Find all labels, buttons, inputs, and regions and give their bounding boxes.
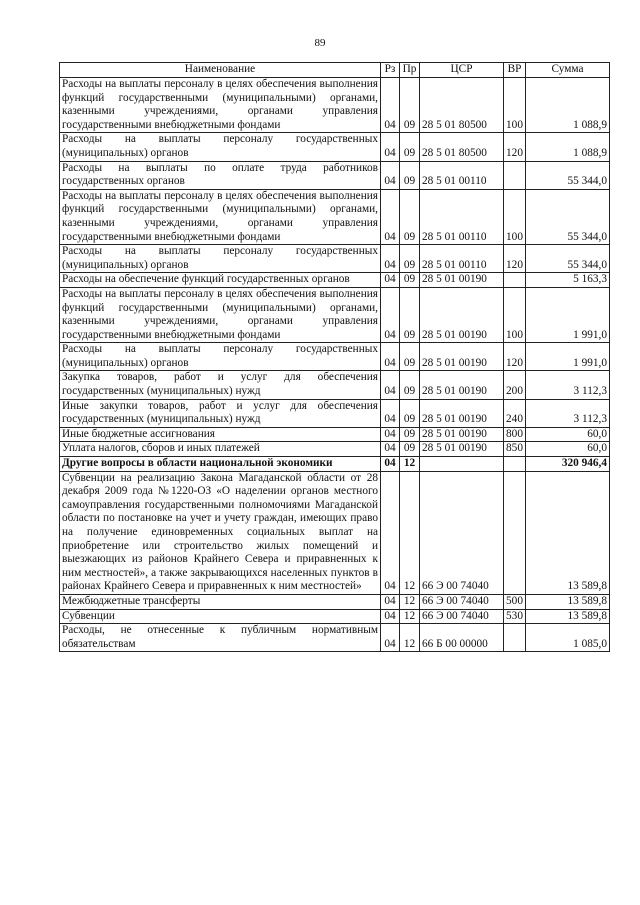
cell-csr: 66 Б 00 00000 <box>420 624 504 652</box>
cell-pr: 09 <box>400 189 420 244</box>
cell-sum: 55 344,0 <box>526 161 610 189</box>
cell-name: Расходы на выплаты персоналу государственных (муниципальных) органов <box>60 245 381 273</box>
cell-sum: 3 112,3 <box>526 371 610 399</box>
cell-name: Расходы на выплаты персоналу в целях обеспечения выполнения функций государственными (муниципальными) органами, казенными учреждениями, органами управления государственными внебюджетными фондами <box>60 78 381 133</box>
cell-sum: 3 112,3 <box>526 399 610 427</box>
header-csr: ЦСР <box>420 63 504 78</box>
table-row <box>60 427 610 442</box>
cell-vr <box>504 161 526 189</box>
cell-vr: 850 <box>504 442 526 457</box>
cell-sum: 1 088,9 <box>526 78 610 133</box>
cell-name: Расходы на выплаты персоналу в целях обеспечения выполнения функций государственными (муниципальными) органами, казенными учреждениями, органами управления государственными внебюджетными фондами <box>60 287 381 342</box>
cell-sum: 5 163,3 <box>526 273 610 288</box>
cell-rz: 04 <box>381 161 400 189</box>
cell-name: Расходы на обеспечение функций государственных органов <box>60 273 381 288</box>
cell-name: Иные бюджетные ассигнования <box>60 427 381 442</box>
cell-vr: 240 <box>504 399 526 427</box>
cell-vr: 500 <box>504 594 526 609</box>
header-vr: ВР <box>504 63 526 78</box>
cell-vr: 120 <box>504 343 526 371</box>
cell-csr: 66 Э 00 74040 <box>420 471 504 594</box>
cell-csr: 28 5 01 00110 <box>420 161 504 189</box>
cell-name: Расходы, не отнесенные к публичным нормативным обязательствам <box>60 624 381 652</box>
cell-sum: 13 589,8 <box>526 471 610 594</box>
cell-sum: 13 589,8 <box>526 609 610 624</box>
cell-pr: 09 <box>400 427 420 442</box>
cell-vr <box>504 457 526 472</box>
cell-csr: 28 5 01 00110 <box>420 189 504 244</box>
table-row <box>60 457 610 472</box>
cell-csr: 28 5 01 00190 <box>420 287 504 342</box>
cell-sum: 320 946,4 <box>526 457 610 472</box>
cell-pr: 09 <box>400 399 420 427</box>
cell-pr: 09 <box>400 245 420 273</box>
header-name: Наименование <box>60 63 381 78</box>
cell-vr: 530 <box>504 609 526 624</box>
cell-name: Иные закупки товаров, работ и услуг для обеспечения государственных (муниципальных) нужд <box>60 399 381 427</box>
table-row <box>60 161 610 189</box>
table-row <box>60 371 610 399</box>
budget-table <box>59 62 610 652</box>
table-row <box>60 594 610 609</box>
cell-rz: 04 <box>381 624 400 652</box>
cell-vr: 100 <box>504 189 526 244</box>
cell-pr: 12 <box>400 471 420 594</box>
table-row <box>60 343 610 371</box>
table-row <box>60 399 610 427</box>
cell-csr: 28 5 01 80500 <box>420 78 504 133</box>
table-row <box>60 471 610 594</box>
cell-csr: 66 Э 00 74040 <box>420 609 504 624</box>
table-row <box>60 609 610 624</box>
cell-name: Субвенции <box>60 609 381 624</box>
cell-csr: 66 Э 00 74040 <box>420 594 504 609</box>
cell-csr: 28 5 01 00110 <box>420 245 504 273</box>
cell-pr: 12 <box>400 457 420 472</box>
cell-sum: 13 589,8 <box>526 594 610 609</box>
cell-csr: 28 5 01 00190 <box>420 343 504 371</box>
cell-name: Другие вопросы в области национальной экономики <box>60 457 381 472</box>
cell-csr: 28 5 01 00190 <box>420 399 504 427</box>
table-row <box>60 442 610 457</box>
cell-csr <box>420 457 504 472</box>
header-pr: Пр <box>400 63 420 78</box>
table-row <box>60 78 610 133</box>
cell-name: Расходы на выплаты по оплате труда работников государственных органов <box>60 161 381 189</box>
cell-vr: 200 <box>504 371 526 399</box>
cell-sum: 1 991,0 <box>526 343 610 371</box>
cell-vr <box>504 273 526 288</box>
cell-rz: 04 <box>381 427 400 442</box>
cell-rz: 04 <box>381 189 400 244</box>
page-number: 89 <box>314 37 326 49</box>
table-row <box>60 189 610 244</box>
cell-rz: 04 <box>381 442 400 457</box>
header-sum: Сумма <box>526 63 610 78</box>
cell-vr: 100 <box>504 287 526 342</box>
table-body <box>60 78 610 652</box>
cell-sum: 1 088,9 <box>526 133 610 161</box>
cell-csr: 28 5 01 00190 <box>420 273 504 288</box>
cell-name: Расходы на выплаты персоналу в целях обеспечения выполнения функций государственными (муниципальными) органами, казенными учреждениями, органами управления государственными внебюджетными фондами <box>60 189 381 244</box>
table-header-row <box>60 63 610 78</box>
cell-rz: 04 <box>381 343 400 371</box>
cell-rz: 04 <box>381 457 400 472</box>
cell-rz: 04 <box>381 594 400 609</box>
cell-name: Субвенции на реализацию Закона Магаданской области от 28 декабря 2009 года №1220-ОЗ «О наделении органов местного самоуправления государственными полномочиями Магаданской области по постановке на учет и учету граждан, имеющих право на получение единовременных социальных выплат на приобретение или строительство жилых помещений и выезжающих из районов Крайнего Севера и приравненных к ним местностей», а также закрывающихся населенных пунктов в районах Крайнего Севера и приравненных к ним местностей» <box>60 471 381 594</box>
table-row <box>60 273 610 288</box>
cell-pr: 12 <box>400 609 420 624</box>
cell-rz: 04 <box>381 78 400 133</box>
cell-csr: 28 5 01 00190 <box>420 371 504 399</box>
cell-rz: 04 <box>381 287 400 342</box>
table-row <box>60 287 610 342</box>
cell-rz: 04 <box>381 245 400 273</box>
cell-pr: 09 <box>400 161 420 189</box>
cell-sum: 55 344,0 <box>526 189 610 244</box>
header-rz: Рз <box>381 63 400 78</box>
cell-name: Межбюджетные трансферты <box>60 594 381 609</box>
cell-sum: 60,0 <box>526 442 610 457</box>
cell-pr: 09 <box>400 133 420 161</box>
cell-sum: 55 344,0 <box>526 245 610 273</box>
cell-pr: 09 <box>400 78 420 133</box>
cell-vr: 120 <box>504 133 526 161</box>
cell-rz: 04 <box>381 133 400 161</box>
cell-rz: 04 <box>381 609 400 624</box>
cell-csr: 28 5 01 80500 <box>420 133 504 161</box>
cell-vr: 800 <box>504 427 526 442</box>
cell-pr: 09 <box>400 343 420 371</box>
cell-pr: 09 <box>400 371 420 399</box>
cell-rz: 04 <box>381 399 400 427</box>
cell-vr: 120 <box>504 245 526 273</box>
table-row <box>60 624 610 652</box>
cell-name: Расходы на выплаты персоналу государственных (муниципальных) органов <box>60 343 381 371</box>
cell-name: Уплата налогов, сборов и иных платежей <box>60 442 381 457</box>
cell-rz: 04 <box>381 273 400 288</box>
cell-pr: 12 <box>400 594 420 609</box>
cell-vr: 100 <box>504 78 526 133</box>
cell-vr <box>504 471 526 594</box>
cell-sum: 60,0 <box>526 427 610 442</box>
cell-sum: 1 991,0 <box>526 287 610 342</box>
cell-rz: 04 <box>381 371 400 399</box>
cell-csr: 28 5 01 00190 <box>420 427 504 442</box>
cell-vr <box>504 624 526 652</box>
cell-pr: 09 <box>400 273 420 288</box>
table-row <box>60 245 610 273</box>
cell-pr: 09 <box>400 442 420 457</box>
cell-name: Закупка товаров, работ и услуг для обеспечения государственных (муниципальных) нужд <box>60 371 381 399</box>
table-row <box>60 133 610 161</box>
cell-pr: 12 <box>400 624 420 652</box>
cell-csr: 28 5 01 00190 <box>420 442 504 457</box>
cell-rz: 04 <box>381 471 400 594</box>
cell-name: Расходы на выплаты персоналу государственных (муниципальных) органов <box>60 133 381 161</box>
cell-sum: 1 085,0 <box>526 624 610 652</box>
cell-pr: 09 <box>400 287 420 342</box>
